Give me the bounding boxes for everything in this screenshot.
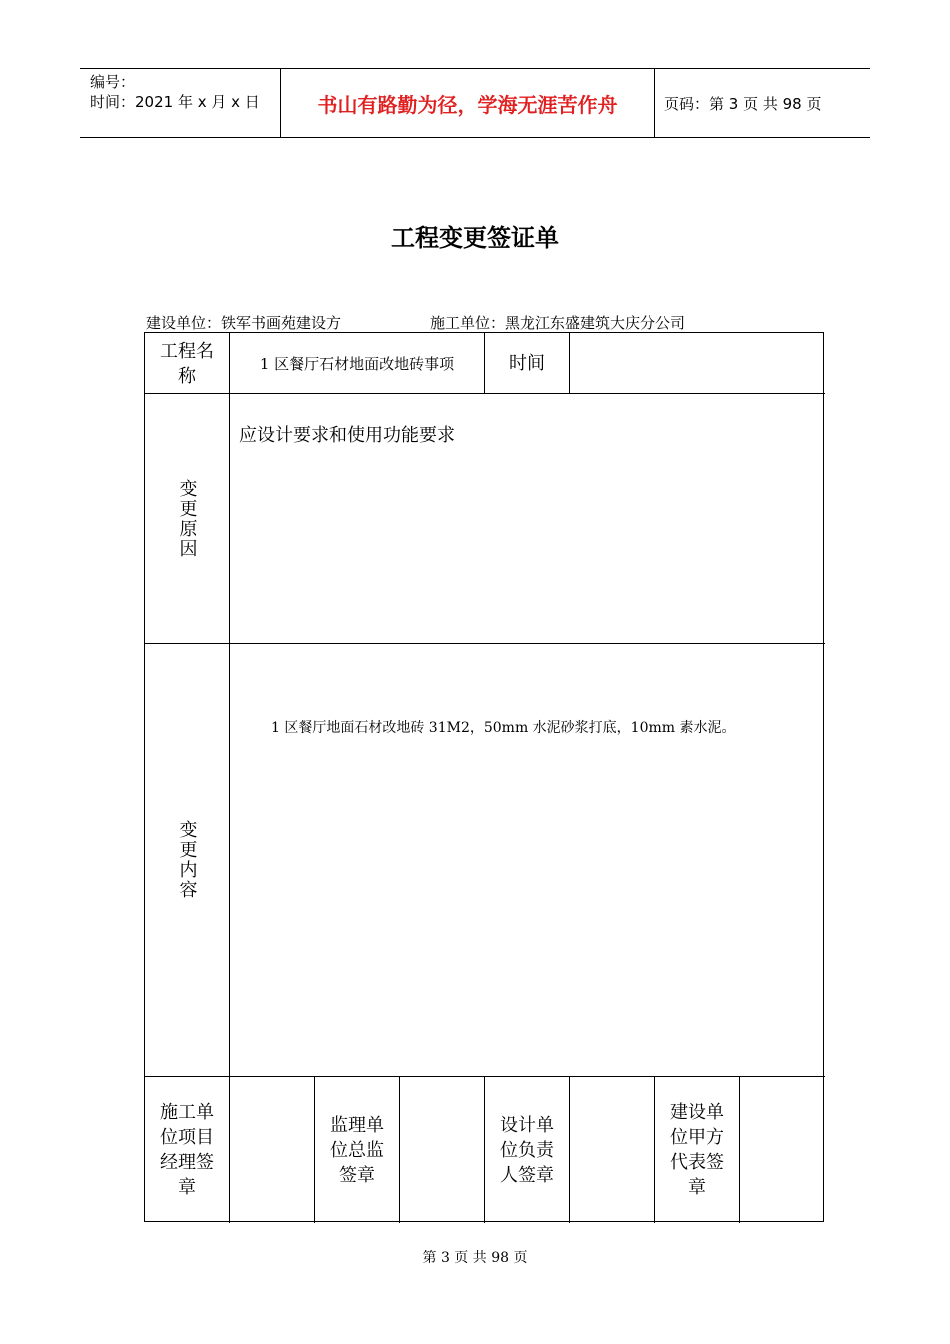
supervisor-chief-sign-label: 监理单位总监签章 — [330, 1114, 384, 1186]
change-form-table — [144, 332, 824, 1222]
col-divider — [399, 1076, 400, 1223]
change-content-value: 1 区餐厅地面石材改地砖 31M2，50mm 水泥砂浆打底，10mm 素水泥。 — [271, 720, 736, 736]
motto: 书山有路勤为径，学海无涯苦作舟 — [280, 69, 655, 137]
change-content-label-text: 变更内容 — [176, 820, 198, 900]
change-content-label — [145, 644, 229, 1076]
change-reason-label-text: 变更原因 — [176, 478, 198, 559]
page-info: 页码：第 3 页 共 98 页 — [664, 94, 822, 113]
time-label: 时间 — [509, 352, 545, 374]
owner-rep-sign-label: 建设单位甲方代表签章 — [670, 1102, 724, 1198]
document-title: 工程变更签证单 — [391, 223, 559, 252]
row-divider — [145, 1076, 825, 1077]
col-divider — [229, 333, 230, 1223]
page-footer: 第 3 页 共 98 页 — [422, 1250, 528, 1266]
time-value — [570, 333, 824, 393]
code-label: 编号： — [90, 73, 136, 91]
contractor-unit: 施工单位：黑龙江东盛建筑大庆分公司 — [430, 314, 686, 332]
col-divider — [569, 1076, 570, 1223]
project-name-label: 工程名称 — [160, 341, 214, 387]
col-divider — [654, 1076, 655, 1223]
designer-head-sign-label: 设计单位负责人签章 — [500, 1114, 554, 1186]
col-divider — [739, 1076, 740, 1223]
date-label: 时间：2021 年 x 月 x 日 — [90, 93, 260, 111]
change-reason-label — [145, 394, 229, 643]
contractor-manager-sign-label: 施工单位项目经理签章 — [160, 1102, 214, 1198]
page-header — [80, 68, 870, 138]
col-divider — [314, 1076, 315, 1223]
row-divider — [145, 643, 825, 644]
change-reason-value: 应设计要求和使用功能要求 — [239, 425, 455, 446]
owner-unit: 建设单位：铁军书画苑建设方 — [146, 314, 342, 332]
project-name-value: 1 区餐厅石材地面改地砖事项 — [259, 354, 455, 373]
col-divider — [484, 1076, 485, 1223]
row-divider — [145, 393, 825, 394]
header-meta — [80, 69, 280, 137]
